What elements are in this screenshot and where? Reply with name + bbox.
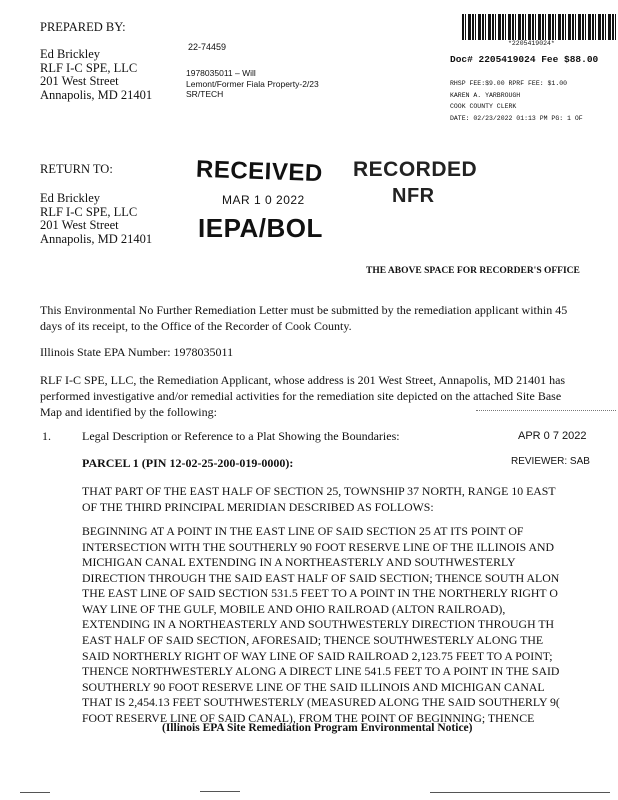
legal-line: SAID NORTHERLY RIGHT OF WAY LINE OF SAID RAILROAD 2,123.75 FEET TO A POINT; [82, 648, 553, 663]
doc-number: Doc# 2205419024 Fee $88.00 [450, 54, 599, 65]
section-number: 1. [42, 429, 51, 443]
scan-artifact-line [200, 791, 240, 792]
legal-line: THAT PART OF THE EAST HALF OF SECTION 25, TOWNSHIP 37 NORTH, RANGE 10 EAST [82, 484, 556, 498]
address-line: 201 West Street [40, 218, 119, 232]
section-title: Legal Description or Reference to a Plat Showing the Boundaries: [82, 429, 400, 443]
intro-paragraph [40, 302, 567, 334]
legal-description [82, 524, 560, 726]
scan-artifact-line [430, 792, 610, 793]
parcel-heading: PARCEL 1 (PIN 12-02-25-200-019-0000): [82, 456, 294, 470]
recorder-space-note: THE ABOVE SPACE FOR RECORDER'S OFFICE [366, 266, 580, 276]
recorder-clerk-office: COOK COUNTY CLERK [450, 103, 517, 111]
received-stamp: RECEIVED [195, 155, 324, 188]
parcel-intro [82, 484, 556, 515]
legal-line: BEGINNING AT A POINT IN THE EAST LINE OF SAID SECTION 25 AT ITS POINT OF [82, 524, 524, 538]
paragraph-line: performed investigative and/or remedial activities for the remediation site depicted on the attached Site Base [40, 389, 562, 404]
address-line: Annapolis, MD 21401 [40, 87, 153, 102]
recorder-date: DATE: 02/23/2022 01:13 PM PG: 1 OF [450, 115, 583, 123]
nfr-stamp: NFR [392, 185, 435, 207]
address-line: Annapolis, MD 21401 [40, 231, 153, 246]
recorder-clerk-name: KAREN A. YARBROUGH [450, 91, 521, 99]
return-to-label: RETURN TO: [40, 162, 113, 176]
legal-line: THE EAST LINE OF SAID SECTION 531.5 FEET TO A POINT IN THE NORTHERLY RIGHT O [82, 586, 558, 601]
legal-line: WAY LINE OF THE GULF, MOBILE AND OHIO RAILROAD (ALTON RAILROAD), [82, 601, 506, 616]
recorder-fee-line: RHSP FEE:$9.00 RPRF FEE: $1.00 [450, 80, 568, 87]
received-date: MAR 1 0 2022 [222, 193, 305, 207]
iepa-stamp: IEPA/BOL [198, 213, 323, 243]
recorded-stamp: RECORDED [353, 158, 478, 181]
barcode [462, 14, 618, 40]
legal-line: MICHIGAN CANAL EXTENDING IN A NORTHEASTERLY AND SOUTHWESTERLY [82, 555, 516, 570]
handwritten-line: SR/TECH [186, 89, 224, 100]
footer-notice: (Illinois EPA Site Remediation Program Environmental Notice) [162, 722, 473, 734]
return-to-address [40, 192, 152, 245]
legal-line: SOUTHERLY 90 FOOT RESERVE LINE OF THE SAID ILLINOIS AND MICHIGAN CANAL [82, 679, 545, 694]
handwritten-notes [186, 68, 319, 100]
address-line: RLF I-C SPE, LLC [40, 204, 138, 219]
apr-date-stamp: APR 0 7 2022 [518, 430, 587, 442]
faint-stamp-mark [476, 410, 616, 414]
legal-line: EXTENDING IN A NORTHEASTERLY AND SOUTHWESTERLY DIRECTION THROUGH TH [82, 617, 555, 632]
address-line: Ed Brickley [40, 191, 101, 205]
prepared-by-address [40, 48, 152, 101]
legal-line: INTERSECTION WITH THE SOUTHERLY 90 FOOT RESERVE LINE OF THE ILLINOIS AND [82, 539, 555, 554]
epa-number: Illinois State EPA Number: 1978035011 [40, 345, 234, 359]
reviewer-stamp: REVIEWER: SAB [511, 456, 590, 467]
address-line: 201 West Street [40, 74, 119, 88]
scan-artifact-line [20, 792, 50, 793]
legal-line: EAST HALF OF SAID SECTION, AFORESAID; THENCE SOUTHWESTERLY ALONG THE [82, 632, 544, 647]
legal-line: OF THE THIRD PRINCIPAL MERIDIAN DESCRIBED AS FOLLOWS: [82, 499, 434, 514]
paragraph-line: RLF I-C SPE, LLC, the Remediation Applicant, whose address is 201 West Street, Annapolis, MD 21401 has [40, 373, 566, 387]
address-line: RLF I-C SPE, LLC [40, 60, 138, 75]
paragraph-line: days of its receipt, to the Office of the Recorder of Cook County. [40, 319, 352, 334]
legal-line: DIRECTION THROUGH THE SAID EAST HALF OF SAID SECTION; THENCE SOUTH ALON [82, 570, 560, 585]
handwritten-line: Lemont/Former Fiala Property-2/23 [186, 78, 319, 89]
legal-line: THAT IS 2,454.13 FEET SOUTHWESTERLY (MEASURED ALONG THE SAID SOUTHERLY 9( [82, 695, 560, 710]
recorder-details [450, 78, 583, 125]
legal-line: FOOT RESERVE LINE OF SAID CANAL), FROM THE POINT OF BEGINNING; THENCE [82, 710, 535, 725]
barcode-number: *2205419024* [508, 40, 555, 47]
paragraph-line: This Environmental No Further Remediation Letter must be submitted by the remediation applicant within 45 [40, 303, 568, 317]
handwritten-file-number: 22-74459 [188, 42, 227, 52]
prepared-by-label: PREPARED BY: [40, 20, 126, 34]
address-line: Ed Brickley [40, 47, 101, 61]
handwritten-line: 1978035011 – Will [186, 68, 256, 78]
paragraph-line: Map and identified by the following: [40, 405, 217, 420]
legal-line: THENCE NORTHWESTERLY ALONG A DIRECT LINE 541.5 FEET TO A POINT IN THE SAID [82, 664, 560, 679]
